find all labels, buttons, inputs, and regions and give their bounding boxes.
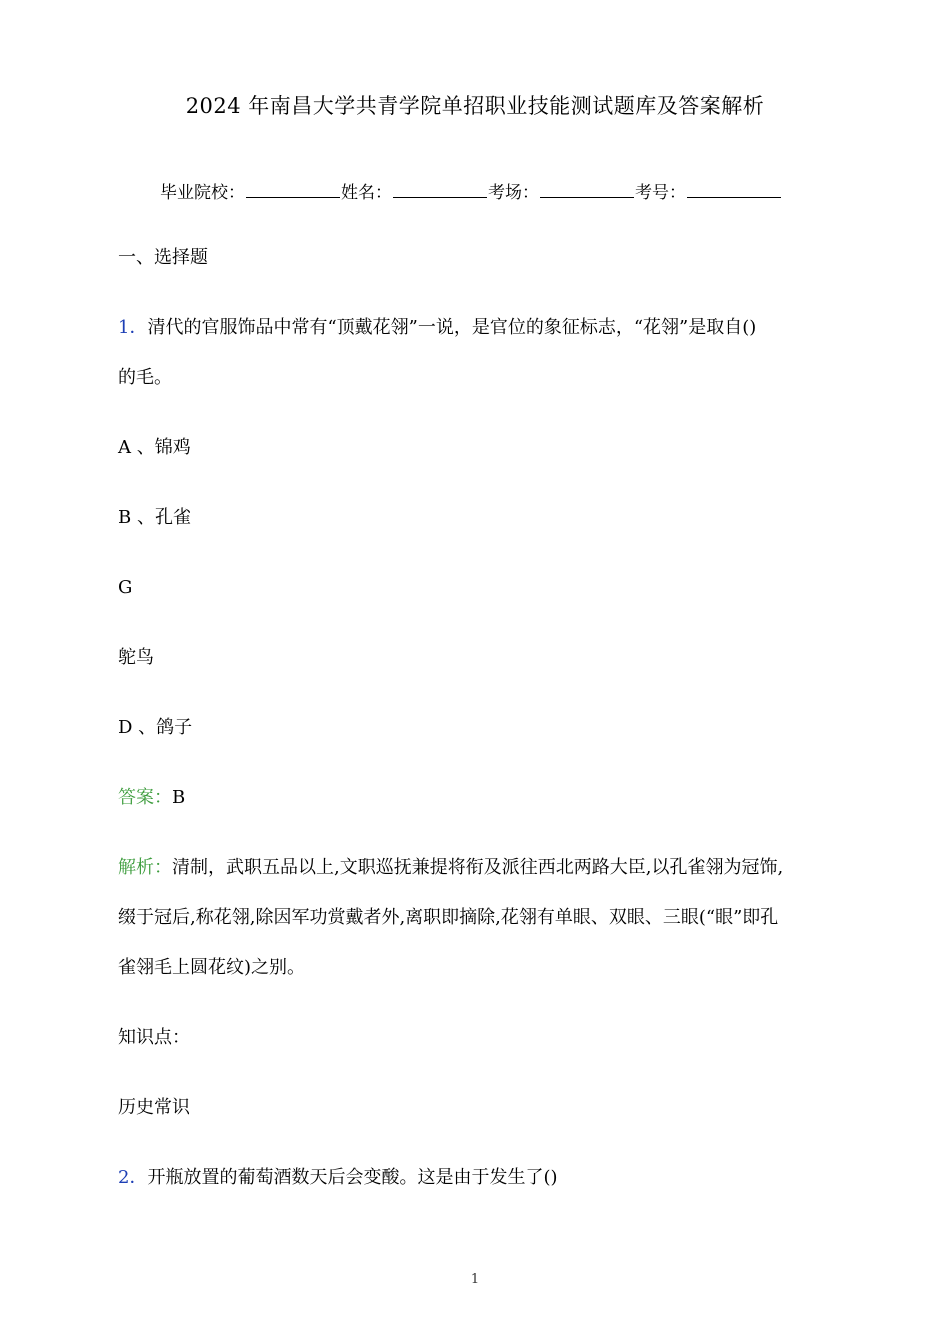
exam-number-blank [687,183,781,198]
question-number: 2． [118,1167,148,1188]
knowledge-value: 历史常识 [118,1097,190,1118]
answer-line [118,786,185,810]
option-c-text: 鸵鸟 [118,647,154,668]
analysis-line-3: 雀翎毛上圆花纹)之别。 [118,957,306,978]
knowledge-label: 知识点： [118,1027,190,1048]
analysis-line-2: 缀于冠后,称花翎,除因军功赏戴者外,离职即摘除,花翎有单眼、双眼、三眼(“眼”即孔 [118,907,779,928]
answer-value: B [172,787,186,808]
option-c-letter: G [118,577,133,598]
question-1-continued: 的毛。 [118,367,172,388]
page-number: 1 [470,1272,480,1287]
answer-label: 答案： [118,787,172,808]
option-d: D 、鸽子 [118,717,193,738]
option-a: A 、锦鸡 [118,437,191,458]
question-1 [118,316,756,340]
exam-number-label: 考号： [635,183,686,203]
analysis-label: 解析： [118,857,172,878]
question-text: 开瓶放置的葡萄酒数天后会变酸。这是由于发生了() [147,1167,558,1188]
name-blank [393,183,487,198]
question-text: 清代的官服饰品中常有“顶戴花翎”一说，是官位的象征标志，“花翎”是取自() [147,317,757,338]
analysis-line-1 [118,856,783,880]
analysis-text: 清制，武职五品以上,文职巡抚兼提将衔及派往西北两路大臣,以孔雀翎为冠饰, [172,857,784,878]
document-title: 2024 年南昌大学共青学院单招职业技能测试题库及答案解析 [185,94,765,118]
option-b: B 、孔雀 [118,507,191,528]
name-label: 姓名： [341,183,392,203]
exam-info-row [160,178,782,203]
school-blank [246,183,340,198]
exam-room-label: 考场： [488,183,539,203]
school-label: 毕业院校： [160,183,245,203]
section-heading: 一、选择题 [118,247,208,268]
exam-room-blank [540,183,634,198]
question-number: 1． [118,317,148,338]
question-2 [118,1166,558,1190]
